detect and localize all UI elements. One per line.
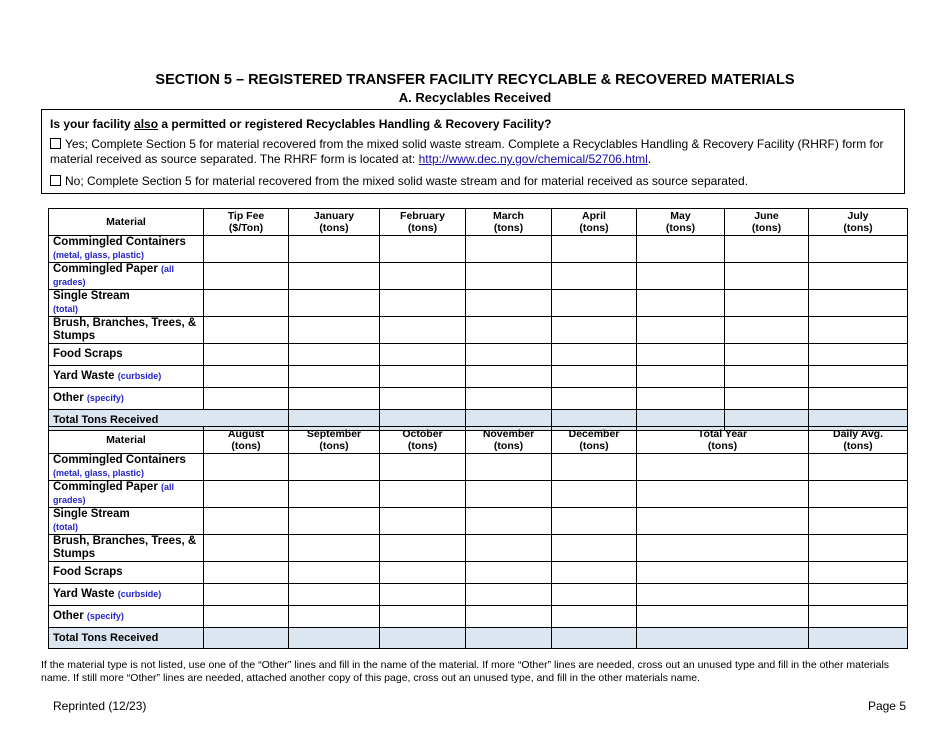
entry-cell[interactable] (552, 366, 637, 388)
column-header: June (tons) (725, 209, 809, 236)
entry-cell[interactable] (289, 584, 380, 606)
entry-cell[interactable] (289, 366, 380, 388)
entry-cell[interactable] (289, 263, 380, 290)
entry-cell[interactable] (380, 366, 466, 388)
column-header: October (tons) (380, 427, 466, 454)
material-row (49, 606, 908, 628)
material-name: Brush, Branches, Trees, & Stumps (49, 535, 204, 562)
entry-cell[interactable] (637, 366, 725, 388)
column-header: Tip Fee ($/Ton) (204, 209, 289, 236)
entry-cell[interactable] (466, 236, 552, 263)
material-row (49, 535, 908, 562)
header-row (49, 209, 908, 236)
entry-cell[interactable] (725, 344, 809, 366)
entry-cell[interactable] (809, 388, 908, 410)
entry-cell[interactable] (552, 344, 637, 366)
material-name: Commingled Paper (all grades) (49, 481, 204, 508)
entry-cell[interactable] (637, 263, 725, 290)
entry-cell[interactable] (380, 562, 466, 584)
entry-cell[interactable] (552, 454, 637, 481)
material-name: Yard Waste (curbside) (49, 366, 204, 388)
material-row (49, 290, 908, 317)
column-header: August (tons) (204, 427, 289, 454)
entry-cell[interactable] (725, 236, 809, 263)
column-header: Material (49, 209, 204, 236)
material-name: Other (specify) (49, 388, 204, 410)
entry-cell[interactable] (289, 535, 380, 562)
entry-cell[interactable] (809, 508, 908, 535)
entry-cell[interactable] (466, 344, 552, 366)
material-name: Commingled Containers (metal, glass, plastic) (49, 236, 204, 263)
column-header: Daily Avg. (tons) (809, 427, 908, 454)
entry-cell[interactable] (466, 263, 552, 290)
entry-cell[interactable] (380, 317, 466, 344)
material-row (49, 263, 908, 290)
entry-cell[interactable] (204, 508, 289, 535)
entry-cell[interactable] (809, 317, 908, 344)
entry-cell[interactable] (637, 508, 809, 535)
entry-cell[interactable] (289, 236, 380, 263)
entry-cell[interactable] (809, 366, 908, 388)
entry-cell[interactable] (552, 508, 637, 535)
entry-cell[interactable] (466, 454, 552, 481)
entry-cell[interactable] (809, 562, 908, 584)
material-row (49, 317, 908, 344)
total-cell[interactable] (637, 628, 809, 649)
entry-cell[interactable] (466, 606, 552, 628)
column-header: May (tons) (637, 209, 725, 236)
section-subtitle: A. Recyclables Received (398, 90, 552, 105)
entry-cell[interactable] (289, 562, 380, 584)
facility-question: Is your facility also a permitted or registered Recyclables Handling & Recovery Facility? (50, 117, 552, 131)
column-header: April (tons) (552, 209, 637, 236)
entry-cell[interactable] (204, 481, 289, 508)
entry-cell[interactable] (380, 290, 466, 317)
total-label: Total Tons Received (49, 410, 289, 431)
entry-cell[interactable] (466, 366, 552, 388)
column-header: January (tons) (289, 209, 380, 236)
recyclables-table-aug-dec (48, 426, 908, 649)
entry-cell[interactable] (204, 584, 289, 606)
material-name: Food Scraps (49, 562, 204, 584)
column-header: December (tons) (552, 427, 637, 454)
total-cell[interactable] (380, 628, 466, 649)
material-row (49, 481, 908, 508)
entry-cell[interactable] (552, 388, 637, 410)
entry-cell[interactable] (204, 388, 289, 410)
material-row (49, 388, 908, 410)
column-header: March (tons) (466, 209, 552, 236)
entry-cell[interactable] (466, 562, 552, 584)
entry-cell[interactable] (466, 388, 552, 410)
total-cell[interactable] (552, 628, 637, 649)
entry-cell[interactable] (289, 606, 380, 628)
entry-cell[interactable] (552, 562, 637, 584)
total-label: Total Tons Received (49, 628, 204, 649)
entry-cell[interactable] (552, 236, 637, 263)
entry-cell[interactable] (380, 508, 466, 535)
entry-cell[interactable] (380, 236, 466, 263)
entry-cell[interactable] (552, 317, 637, 344)
entry-cell[interactable] (809, 481, 908, 508)
entry-cell[interactable] (466, 584, 552, 606)
entry-cell[interactable] (380, 344, 466, 366)
header-row (49, 427, 908, 454)
material-row (49, 236, 908, 263)
entry-cell[interactable] (289, 290, 380, 317)
entry-cell[interactable] (637, 562, 809, 584)
material-name: Food Scraps (49, 344, 204, 366)
entry-cell[interactable] (289, 388, 380, 410)
entry-cell[interactable] (466, 508, 552, 535)
option-no: No; Complete Section 5 for material recovered from the mixed solid waste stream and for material received as source separated. (50, 174, 748, 189)
footer-page-number: Page 5 (867, 699, 906, 713)
section-title: SECTION 5 – REGISTERED TRANSFER FACILITY RECYCLABLE & RECOVERED MATERIALS (155, 72, 795, 88)
total-cell[interactable] (809, 628, 908, 649)
entry-cell[interactable] (637, 584, 809, 606)
entry-cell[interactable] (552, 290, 637, 317)
entry-cell[interactable] (289, 481, 380, 508)
entry-cell[interactable] (809, 606, 908, 628)
entry-cell[interactable] (289, 508, 380, 535)
total-cell[interactable] (204, 628, 289, 649)
entry-cell[interactable] (637, 481, 809, 508)
yes-checkbox[interactable] (50, 138, 61, 149)
entry-cell[interactable] (809, 263, 908, 290)
entry-cell[interactable] (809, 454, 908, 481)
entry-cell[interactable] (725, 263, 809, 290)
total-cell[interactable] (289, 628, 380, 649)
entry-cell[interactable] (204, 290, 289, 317)
entry-cell[interactable] (552, 606, 637, 628)
entry-cell[interactable] (380, 263, 466, 290)
column-header: Material (49, 427, 204, 454)
entry-cell[interactable] (552, 535, 637, 562)
material-name: Brush, Branches, Trees, & Stumps (49, 317, 204, 344)
entry-cell[interactable] (380, 388, 466, 410)
entry-cell[interactable] (466, 317, 552, 344)
material-name: Other (specify) (49, 606, 204, 628)
material-row (49, 366, 908, 388)
entry-cell[interactable] (809, 584, 908, 606)
recyclables-table-jan-jul (48, 208, 908, 431)
entry-cell[interactable] (204, 236, 289, 263)
entry-cell[interactable] (637, 317, 725, 344)
column-header: February (tons) (380, 209, 466, 236)
material-name: Single Stream (total) (49, 508, 204, 535)
facility-question-box (41, 109, 905, 194)
material-name: Single Stream (total) (49, 290, 204, 317)
entry-cell[interactable] (204, 454, 289, 481)
entry-cell[interactable] (204, 344, 289, 366)
entry-cell[interactable] (809, 535, 908, 562)
entry-cell[interactable] (380, 584, 466, 606)
entry-cell[interactable] (637, 388, 725, 410)
entry-cell[interactable] (289, 317, 380, 344)
column-header: July (tons) (809, 209, 908, 236)
entry-cell[interactable] (380, 454, 466, 481)
entry-cell[interactable] (380, 606, 466, 628)
no-checkbox[interactable] (50, 175, 61, 186)
entry-cell[interactable] (289, 344, 380, 366)
column-header: September (tons) (289, 427, 380, 454)
entry-cell[interactable] (637, 290, 725, 317)
entry-cell[interactable] (637, 344, 725, 366)
column-header: November (tons) (466, 427, 552, 454)
entry-cell[interactable] (466, 481, 552, 508)
material-row (49, 454, 908, 481)
entry-cell[interactable] (289, 454, 380, 481)
entry-cell[interactable] (725, 317, 809, 344)
material-name: Commingled Containers (metal, glass, plastic) (49, 454, 204, 481)
footer-reprinted: Reprinted (12/23) (53, 699, 147, 713)
entry-cell[interactable] (725, 290, 809, 317)
entry-cell[interactable] (204, 263, 289, 290)
instructions-note: If the material type is not listed, use one of the “Other” lines and fill in the name of the material. If more “Other” lines are needed, cross out an unused type and fill in the other materials name. If still more “Other” lines are needed, attached another copy of this page, cross out an unused type, and fill in the other materials name. (41, 659, 890, 684)
entry-cell[interactable] (637, 236, 725, 263)
entry-cell[interactable] (809, 290, 908, 317)
entry-cell[interactable] (809, 236, 908, 263)
material-row (49, 562, 908, 584)
entry-cell[interactable] (204, 562, 289, 584)
entry-cell[interactable] (204, 535, 289, 562)
entry-cell[interactable] (552, 481, 637, 508)
material-name: Commingled Paper (all grades) (49, 263, 204, 290)
entry-cell[interactable] (466, 290, 552, 317)
entry-cell[interactable] (809, 344, 908, 366)
entry-cell[interactable] (725, 366, 809, 388)
rhrf-form-link[interactable]: http://www.dec.ny.gov/chemical/52706.html (418, 152, 648, 166)
option-yes: Yes; Complete Section 5 for material recovered from the mixed solid waste stream. Complete a Recyclables Handling & Recovery Facility (RHRF) form for material received as source separated. The RHRF form is located at: http://www.dec.ny.gov/chemical/52706.html. (50, 137, 884, 166)
entry-cell[interactable] (204, 366, 289, 388)
entry-cell[interactable] (204, 606, 289, 628)
material-name: Yard Waste (curbside) (49, 584, 204, 606)
material-row (49, 584, 908, 606)
material-row (49, 344, 908, 366)
entry-cell[interactable] (204, 317, 289, 344)
entry-cell[interactable] (637, 535, 809, 562)
column-header: Total Year (tons) (637, 427, 809, 454)
entry-cell[interactable] (380, 535, 466, 562)
total-row (49, 628, 908, 649)
entry-cell[interactable] (552, 263, 637, 290)
total-cell[interactable] (466, 628, 552, 649)
entry-cell[interactable] (725, 388, 809, 410)
entry-cell[interactable] (380, 481, 466, 508)
entry-cell[interactable] (466, 535, 552, 562)
entry-cell[interactable] (637, 606, 809, 628)
entry-cell[interactable] (637, 454, 809, 481)
entry-cell[interactable] (552, 584, 637, 606)
material-row (49, 508, 908, 535)
